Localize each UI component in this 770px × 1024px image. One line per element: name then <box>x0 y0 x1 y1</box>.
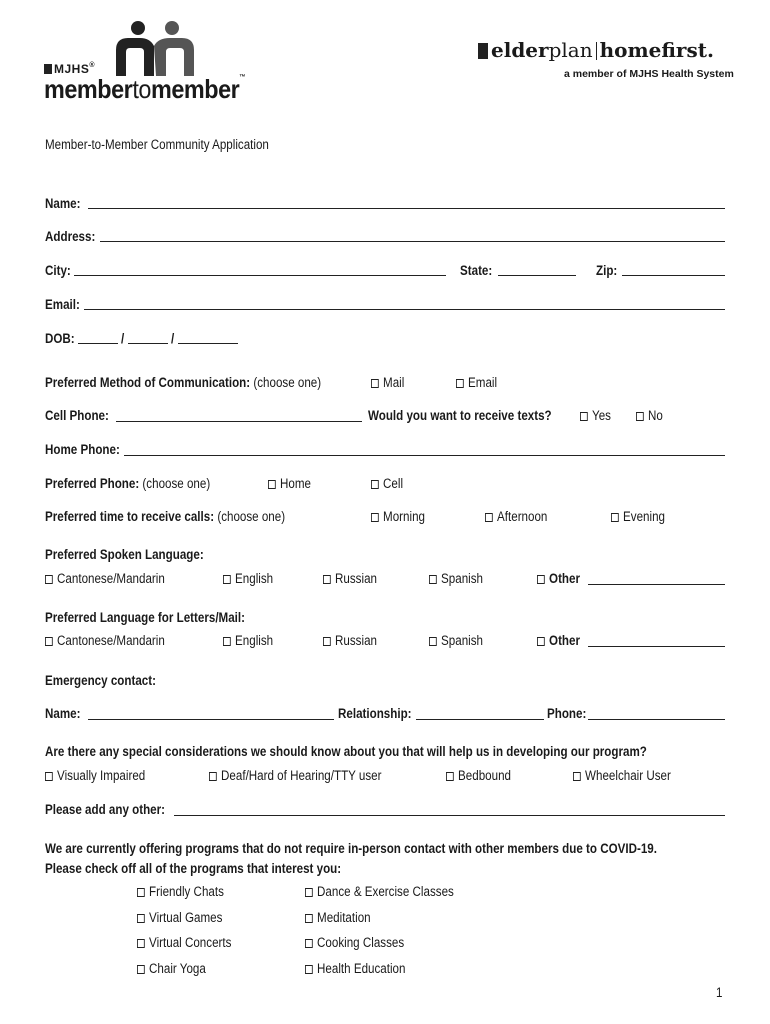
prog-yoga-option[interactable]: Chair Yoga <box>137 960 206 978</box>
special-question: Are there any special considerations we should know about you that will help us in developing our program? <box>45 744 647 759</box>
checkbox[interactable] <box>305 914 313 923</box>
em-relationship-field[interactable] <box>416 719 544 720</box>
pref-phone-cell-option[interactable]: Cell <box>371 475 403 493</box>
pref-phone-label: Preferred Phone: <box>45 476 140 491</box>
pref-phone-home-option[interactable]: Home <box>268 475 311 493</box>
checkbox[interactable] <box>209 772 217 781</box>
checkbox[interactable] <box>537 575 545 584</box>
spoken-other-option[interactable]: Other <box>537 570 580 588</box>
checkbox[interactable] <box>323 575 331 584</box>
sc-bedbound-option[interactable]: Bedbound <box>446 767 511 785</box>
pref-time-label: Preferred time to receive calls: <box>45 509 215 524</box>
prog-dance-option[interactable]: Dance & Exercise Classes <box>305 883 454 901</box>
dob-year-field[interactable] <box>178 343 238 344</box>
letters-english-option[interactable]: English <box>223 632 273 650</box>
prog-concerts-option[interactable]: Virtual Concerts <box>137 934 231 952</box>
prog-health-option[interactable]: Health Education <box>305 960 405 978</box>
spoken-russian-option[interactable]: Russian <box>323 570 377 588</box>
zip-field[interactable] <box>622 275 725 276</box>
checkbox[interactable] <box>446 772 454 781</box>
checkbox[interactable] <box>580 412 588 421</box>
comm-email-option[interactable]: Email <box>456 374 497 392</box>
letters-spanish-option[interactable]: Spanish <box>429 632 483 650</box>
letters-lang-label: Preferred Language for Letters/Mail: <box>45 610 246 625</box>
mjhs-label: MJHS® <box>44 62 95 76</box>
spoken-spanish-option[interactable]: Spanish <box>429 570 483 588</box>
checkbox[interactable] <box>573 772 581 781</box>
checkbox[interactable] <box>45 772 53 781</box>
spoken-english-option[interactable]: English <box>223 570 273 588</box>
checkbox[interactable] <box>456 379 464 388</box>
emergency-label: Emergency contact: <box>45 673 156 688</box>
pref-time-row <box>45 508 285 526</box>
prog-games-option[interactable]: Virtual Games <box>137 909 222 927</box>
zip-label: Zip: <box>596 263 618 278</box>
checkbox[interactable] <box>305 939 313 948</box>
spoken-lang-label: Preferred Spoken Language: <box>45 547 204 562</box>
checkbox[interactable] <box>45 637 53 646</box>
choose-one-note: (choose one) <box>217 509 286 524</box>
em-phone-field[interactable] <box>588 719 725 720</box>
checkbox[interactable] <box>305 965 313 974</box>
prog-friendly-option[interactable]: Friendly Chats <box>137 883 224 901</box>
pref-phone-row <box>45 475 210 493</box>
time-afternoon-option[interactable]: Afternoon <box>485 508 547 526</box>
people-icon <box>110 20 220 76</box>
email-label: Email: <box>45 297 80 312</box>
texts-yes-option[interactable]: Yes <box>580 407 611 425</box>
checkbox[interactable] <box>137 888 145 897</box>
name-field[interactable] <box>88 208 725 209</box>
sc-wheelchair-option[interactable]: Wheelchair User <box>573 767 671 785</box>
checkbox[interactable] <box>223 575 231 584</box>
checkbox[interactable] <box>485 513 493 522</box>
choose-one-note: (choose one) <box>253 375 322 390</box>
add-other-label: Please add any other: <box>45 802 166 817</box>
cell-phone-label: Cell Phone: <box>45 408 109 423</box>
checkbox[interactable] <box>268 480 276 489</box>
sc-visual-option[interactable]: Visually Impaired <box>45 767 145 785</box>
name-label: Name: <box>45 196 81 211</box>
time-evening-option[interactable]: Evening <box>611 508 665 526</box>
em-phone-label: Phone: <box>547 706 587 721</box>
letters-cantonese-option[interactable]: Cantonese/Mandarin <box>45 632 165 650</box>
state-label: State: <box>460 263 493 278</box>
em-name-label: Name: <box>45 706 81 721</box>
covid-text-line2: Please check off all of the programs that interest you: <box>45 861 342 876</box>
address-field[interactable] <box>100 241 725 242</box>
checkbox[interactable] <box>611 513 619 522</box>
home-phone-label: Home Phone: <box>45 442 120 457</box>
home-phone-field[interactable] <box>124 455 725 456</box>
comm-method-row <box>45 374 321 392</box>
checkbox[interactable] <box>45 575 53 584</box>
texts-no-option[interactable]: No <box>636 407 663 425</box>
comm-method-label: Preferred Method of Communication: <box>45 375 251 390</box>
cell-phone-field[interactable] <box>116 421 362 422</box>
checkbox[interactable] <box>223 637 231 646</box>
dob-separator: / <box>121 331 125 346</box>
dob-day-field[interactable] <box>128 343 168 344</box>
texts-question: Would you want to receive texts? <box>368 408 552 423</box>
time-morning-option[interactable]: Morning <box>371 508 425 526</box>
form-title: Member-to-Member Community Application <box>45 137 269 152</box>
checkbox[interactable] <box>137 939 145 948</box>
city-label: City: <box>45 263 71 278</box>
em-name-field[interactable] <box>88 719 334 720</box>
state-field[interactable] <box>498 275 576 276</box>
elderplan-logo <box>478 38 738 84</box>
checkbox[interactable] <box>371 480 379 489</box>
checkbox[interactable] <box>371 513 379 522</box>
checkbox[interactable] <box>429 637 437 646</box>
checkbox[interactable] <box>323 637 331 646</box>
letters-russian-option[interactable]: Russian <box>323 632 377 650</box>
checkbox[interactable] <box>137 965 145 974</box>
dob-month-field[interactable] <box>78 343 118 344</box>
address-label: Address: <box>45 229 96 244</box>
elderplan-tagline: a member of MJHS Health System <box>564 68 734 80</box>
prog-cooking-option[interactable]: Cooking Classes <box>305 934 404 952</box>
choose-one-note: (choose one) <box>142 476 211 491</box>
checkbox[interactable] <box>537 637 545 646</box>
letters-other-option[interactable]: Other <box>537 632 580 650</box>
spoken-cantonese-option[interactable]: Cantonese/Mandarin <box>45 570 165 588</box>
dob-label: DOB: <box>45 331 75 346</box>
sc-deaf-option[interactable]: Deaf/Hard of Hearing/TTY user <box>209 767 382 785</box>
dob-separator: / <box>171 331 175 346</box>
covid-text-line1: We are currently offering programs that do not require in-person contact with other members due to COVID-19. <box>45 841 657 856</box>
checkbox[interactable] <box>305 888 313 897</box>
prog-meditation-option[interactable]: Meditation <box>305 909 371 927</box>
page-number: 1 <box>716 985 723 1000</box>
checkbox[interactable] <box>137 914 145 923</box>
email-field[interactable] <box>84 309 725 310</box>
city-field[interactable] <box>74 275 446 276</box>
add-other-field[interactable] <box>174 815 725 816</box>
letters-other-field[interactable] <box>588 646 725 647</box>
m2m-wordmark: membertomember™ <box>44 74 246 104</box>
comm-mail-option[interactable]: Mail <box>371 374 404 392</box>
checkbox[interactable] <box>371 379 379 388</box>
em-relationship-label: Relationship: <box>338 706 412 721</box>
elderplan-wordmark: elderplan homefirst. <box>478 38 738 62</box>
checkbox[interactable] <box>636 412 644 421</box>
m2m-logo <box>44 20 264 102</box>
spoken-other-field[interactable] <box>588 584 725 585</box>
checkbox[interactable] <box>429 575 437 584</box>
